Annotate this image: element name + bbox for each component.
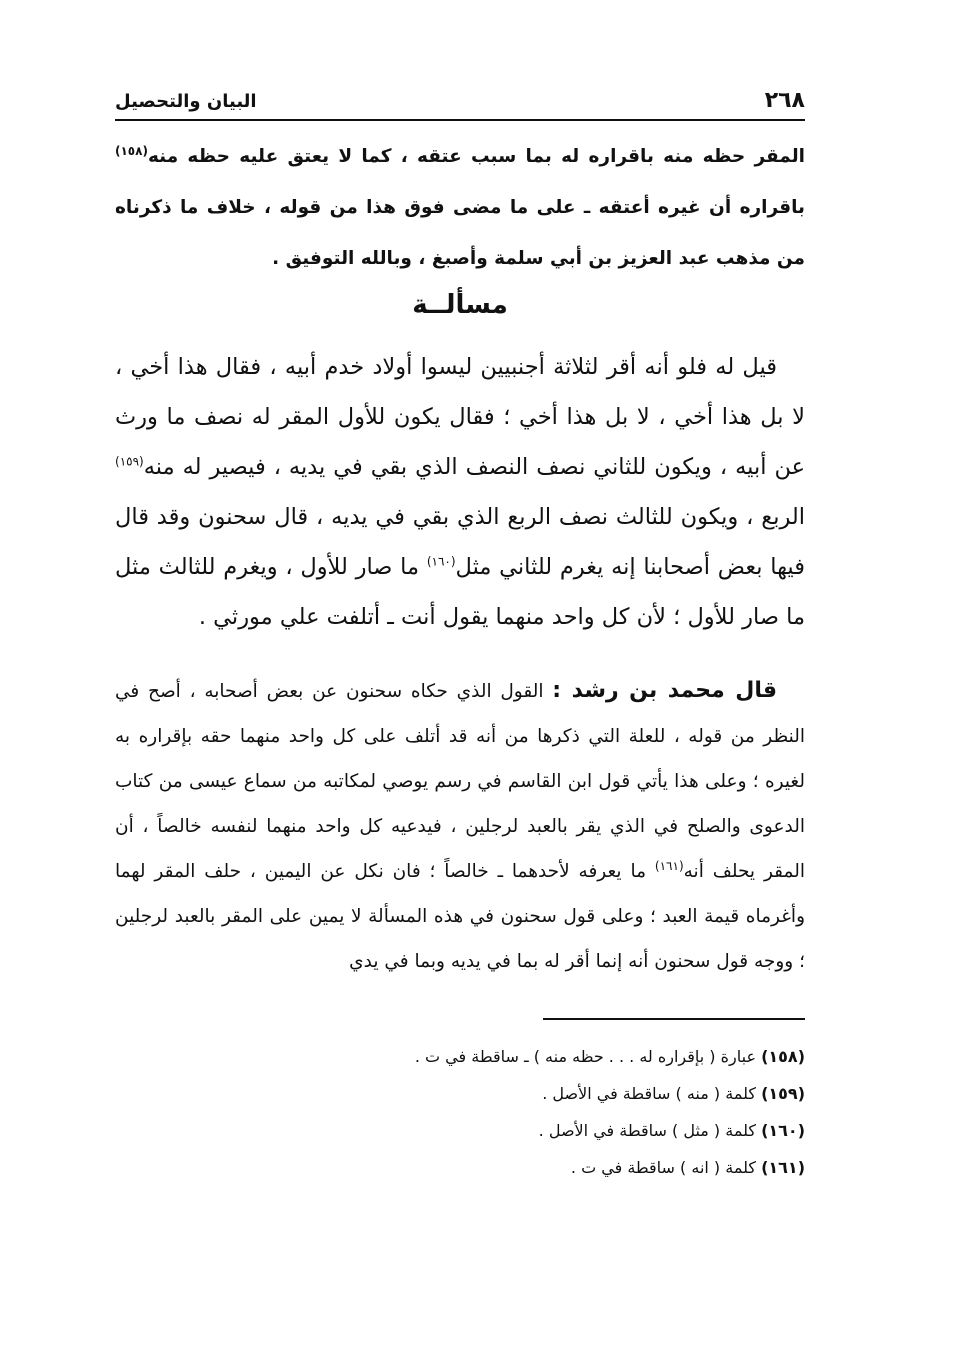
page-header [115, 88, 805, 121]
question-paragraph [115, 342, 805, 642]
footnote-text: كلمة ( مثل ) ساقطة في الأصل . [538, 1121, 762, 1140]
footnote-divider [543, 1018, 805, 1020]
footnote-item [115, 1038, 805, 1075]
paragraph-text: ما صار للأول ، ويغرم للثالث مثل ما صار للأول ؛ لأن كل واحد منهما يقول أنت ـ أتلفت علي مورثي . [115, 554, 805, 630]
footnote-ref: (١٦٠) [426, 554, 456, 569]
paragraph-text: قيل له فلو أنه أقر لثلاثة أجنبيين ليسوا أولاد خدم أبيه ، فقال هذا أخي ، لا بل هذا أخي ، لا بل هذا أخي ؛ فقال يكون للأول المقر له نصف ما ورث عن أبيه ، ويكون للثاني نصف النصف الذي بقي في يديه ، فيصير له منه [115, 354, 805, 480]
book-title: البيان والتحصيل [115, 91, 257, 112]
footnote-item [115, 1112, 805, 1149]
footnotes [115, 1038, 805, 1186]
commentary-speaker: قال محمد بن رشد : [552, 678, 777, 703]
footnote-item [115, 1149, 805, 1186]
footnote-ref: (١٥٨) [115, 143, 148, 158]
paragraph-text: الربع ، ويكون للثالث نصف الربع الذي بقي في يديه ، قال سحنون وقد قال فيها بعض أصحابنا إنه يغرم للثاني مثل [115, 504, 805, 580]
footnote-text: عبارة ( بإقراره له . . . حظه منه ) ـ ساقطة في ت . [414, 1047, 762, 1066]
paragraph-text: ما يعرفه لأحدهما ـ خالصاً ؛ فان نكل عن اليمين ، حلف المقر لهما وأغرماه قيمة العبد ؛ وعلى قول سحنون في هذه المسألة لا يمين على المقر بالعبد لرجلين ؛ ووجه قول سحنون أنه إنما أقر له بما في يديه وبما في يدي [115, 861, 805, 972]
paragraph-text: المقر حظه منه باقراره له بما سبب عتقه ، كما لا يعتق عليه حظه منه [147, 146, 805, 167]
commentary-paragraph [115, 668, 805, 984]
paragraph-text: باقراره أن غيره أعتقه ـ على ما مضى فوق هذا من قوله ، خلاف ما ذكرناه من مذهب عبد العزيز بن أبي سلمة وأصبغ ، وبالله التوفيق . [115, 197, 805, 269]
paragraph-text: القول الذي حكاه سحنون عن بعض أصحابه ، أصح في النظر من قوله ، للعلة التي ذكرها من أنه قد أتلف على كل واحد منهما حقه بإقراره به لغيره ؛ وعلى هذا يأتي قول ابن القاسم في رسم يوصي لمكاتبه من سماع عيسى من كتاب الدعوى والصلح في الذي يقر بالعبد لرجلين ، فيدعيه كل واحد منهما لنفسه خالصاً ، أن المقر يحلف أنه [115, 681, 805, 882]
footnote-number: (١٥٨) [761, 1047, 805, 1066]
paragraph-continuation [115, 131, 805, 284]
section-heading: مسألــة [412, 290, 508, 320]
footnote-item [115, 1075, 805, 1112]
footnote-text: كلمة ( منه ) ساقطة في الأصل . [542, 1084, 762, 1103]
page-number: ٢٦٨ [764, 88, 805, 113]
footnote-ref: (١٥٩) [115, 454, 144, 469]
footnote-ref: (١٦١) [654, 858, 684, 873]
footnote-number: (١٥٩) [761, 1084, 805, 1103]
book-page [115, 88, 805, 1186]
footnote-number: (١٦٠) [761, 1121, 805, 1140]
footnote-number: (١٦١) [761, 1158, 805, 1177]
footnote-text: كلمة ( انه ) ساقطة في ت . [570, 1158, 762, 1177]
